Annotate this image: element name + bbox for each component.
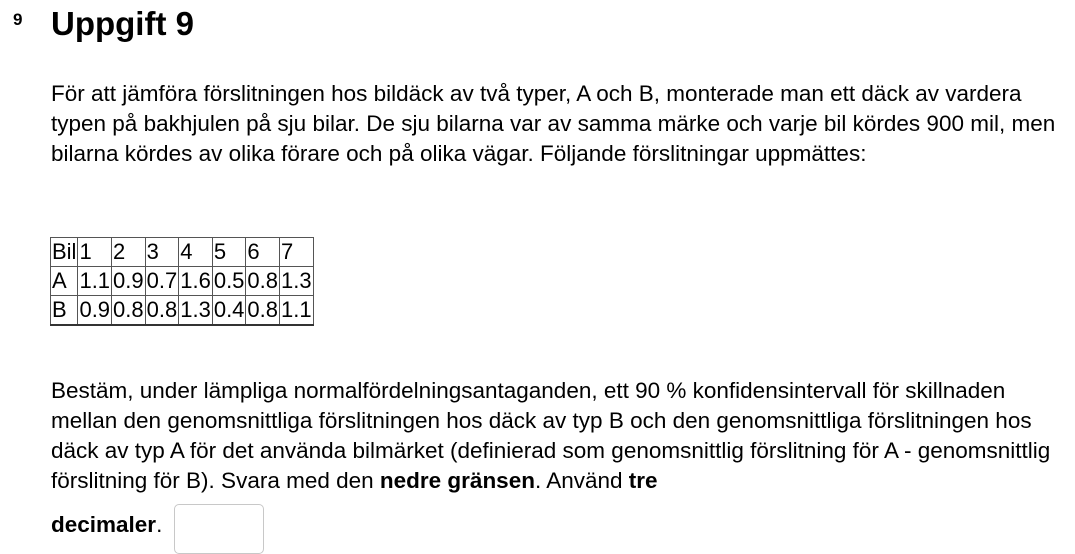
table-cell: A <box>51 267 78 296</box>
prompt-text: . Använd <box>534 468 629 493</box>
table-cell: 3 <box>145 238 179 267</box>
answer-line <box>51 500 264 550</box>
table-row <box>51 267 314 296</box>
table-cell: 1.3 <box>179 296 213 326</box>
question-number: 9 <box>13 10 23 29</box>
table-cell: 0.8 <box>145 296 179 326</box>
table-cell: 2 <box>112 238 146 267</box>
answer-input[interactable] <box>174 504 264 554</box>
question-intro: För att jämföra förslitningen hos bildäck av två typer, A och B, monterade man ett däck av vardera typen på bakhjulen på sju bilar. De sju bilarna var av samma märke och varje bil kördes 900 mil, men bilarna kördes av olika förare och på olika vägar. Följande förslitningar uppmättes: <box>51 81 1056 166</box>
prompt-emphasis-three: tre <box>628 468 658 493</box>
table-cell: 5 <box>212 238 246 267</box>
prompt-emphasis-lower-bound: nedre gränsen <box>379 468 535 493</box>
table-cell: 1.1 <box>280 296 314 326</box>
table-cell: 1.1 <box>78 267 112 296</box>
table-cell: 0.9 <box>78 296 112 326</box>
prompt-text: Bestäm, under lämpliga normalfördelningsantaganden, ett 90 % konfidensintervall för skillnaden mellan den genomsnittliga förslitningen hos däck av typ B och den genomsnittliga förslitningen hos däck av typ A för det använda bilmärket (definierad som genomsnittlig förslitning för A - genomsnittlig förslitning för B). Svara med den <box>51 378 1051 493</box>
table-cell: 1 <box>78 238 112 267</box>
table-cell: 0.7 <box>145 267 179 296</box>
table-cell: Bil <box>51 238 78 267</box>
table-cell: B <box>51 296 78 326</box>
table-cell: 1.6 <box>179 267 213 296</box>
table-row <box>51 296 314 326</box>
table-cell: 0.8 <box>246 296 280 326</box>
table-cell: 0.4 <box>212 296 246 326</box>
table-cell: 0.8 <box>112 296 146 326</box>
table-cell: 7 <box>280 238 314 267</box>
table-header-row <box>51 238 314 267</box>
table-cell: 6 <box>246 238 280 267</box>
prompt-emphasis-decimals: decimaler <box>51 512 157 537</box>
table-cell: 1.3 <box>280 267 314 296</box>
question-title: Uppgift 9 <box>51 5 194 42</box>
table-cell: 4 <box>179 238 213 267</box>
table-cell: 0.8 <box>246 267 280 296</box>
question-prompt <box>51 376 1066 496</box>
prompt-text: . <box>156 512 163 537</box>
wear-data-table <box>50 237 314 326</box>
table-cell: 0.9 <box>112 267 146 296</box>
table-cell: 0.5 <box>212 267 246 296</box>
